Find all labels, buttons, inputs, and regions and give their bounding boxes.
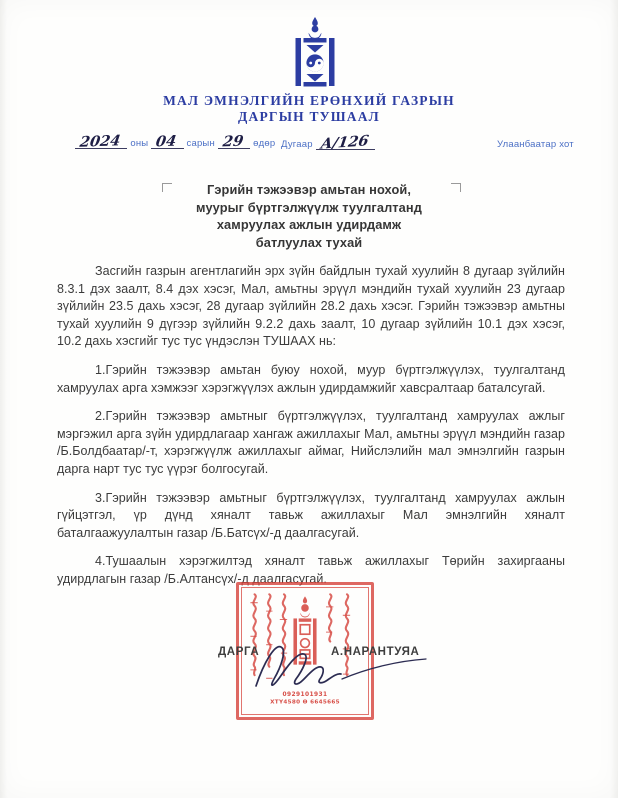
paragraph-point-3: 3.Гэрийн тэжээвэр амьтныг бүртгэлжүүлэх, туулгалтанд хамруулах ажлын гүйцэтгэл, үр дүнд хяналт тавьж ажиллахыг Мал эмнэлгийн хяналт баталгаажуулалтын газар /Б.Батсүх/-д даалгасугай. — [57, 490, 565, 540]
date-month-value: 04 — [155, 132, 178, 151]
doc-number-underline — [316, 132, 375, 153]
org-title-line2: ДАРГЫН ТУШААЛ — [238, 109, 380, 124]
date-day-label: өдөр — [253, 138, 276, 149]
paragraph-preamble: Засгийн газрын агентлагийн эрх зүйн байдлын тухай хуулийн 8 дугаар зүйлийн 8.3.1 дэх заалт, 8.4 дэх хэсэг, Мал, амьтны эрүүл мэндийн тухай хуулийн 23 дугаар зүйлийн 23.5 дахь хэсэг, 28 дугаар зүйлийн 28.2 дахь хэсэг. Гэрийн тэжээвэр амьтны тухай хуулийн 9 дүгээр зүйлийн 9.2.2 дахь заалт, 10 дугаар зүйлийн 10.1 дэх хэсэг, 10.2 дахь хэсгийг тус тус үндэслэн ТУШААХ нь: — [57, 264, 565, 349]
date-year-underline — [75, 132, 127, 151]
soyombo-emblem-icon — [293, 16, 337, 92]
date-month-label: сарын — [186, 138, 215, 149]
signature-name: А.НАРАНТУЯА — [331, 646, 420, 658]
paragraph-point-4: 4.Тушаалын хэрэгжилтэд хяналт тавьж ажиллахыг Төрийн захиргааны удирдлагын газар /Б.Алтансүх/-д даалгасугай. — [57, 554, 565, 586]
doc-title-line-1: Гэрийн тэжээвэр амьтан нохой, — [207, 182, 411, 197]
doc-title-line-4: батлуулах тухай — [255, 234, 363, 250]
doc-title-line-3: хамруулах ажлын удирдамж — [216, 217, 402, 233]
paragraph-point-1: 1.Гэрийн тэжээвэр амьтан буюу нохой, муур бүртгэлжүүлэх, туулгалтанд хамруулах арга хэмжээг хэрэгжүүлэх ажлын удирдамжийг хавсралтаар баталсугай. — [57, 362, 565, 395]
doc-number-group — [281, 132, 378, 153]
signature-scribble — [250, 634, 430, 698]
doc-number-label: Дугаар — [281, 139, 313, 150]
paragraph-point-2: 2.Гэрийн тэжээвэр амьтныг бүртгэлжүүлэх, туулгалтанд хамруулах ажлыг мэргэжил арга зүйн удирдлагаар хангаж ажиллахыг Мал, амьтны эрүүл мэндийн газар /Б.Болдбаатар/-т, хэрэгжүүлж ажиллахыг аймаг, Нийслэлийн мал эмнэлгийн газрын дарга нарт тус тус үүрэг болгосугай. — [57, 409, 565, 476]
date-year-value: 2024 — [78, 132, 122, 151]
doc-body — [57, 263, 565, 600]
date-line — [72, 132, 276, 151]
city-label: Улаанбаатар хот — [497, 139, 574, 150]
org-title-line1: МАЛ ЭМНЭЛГИЙН ЕРӨНХИЙ ГАЗРЫН — [163, 93, 455, 108]
date-month-underline — [151, 132, 183, 151]
doc-title — [0, 181, 618, 251]
doc-number-value: А/126 — [319, 132, 370, 153]
org-title — [0, 93, 618, 125]
stamp-number-line1: 0929101931 — [282, 692, 328, 699]
date-day-value: 29 — [221, 132, 245, 151]
date-day-underline — [218, 132, 250, 151]
doc-title-line-2: муурыг бүртгэлжүүлж туулгалтанд — [196, 199, 422, 215]
signature-position-label: ДАРГА — [218, 646, 260, 658]
stamp-number-line2: ХТҮ4580 Ө 6645665 — [270, 699, 340, 706]
date-year-label: оны — [130, 138, 149, 149]
